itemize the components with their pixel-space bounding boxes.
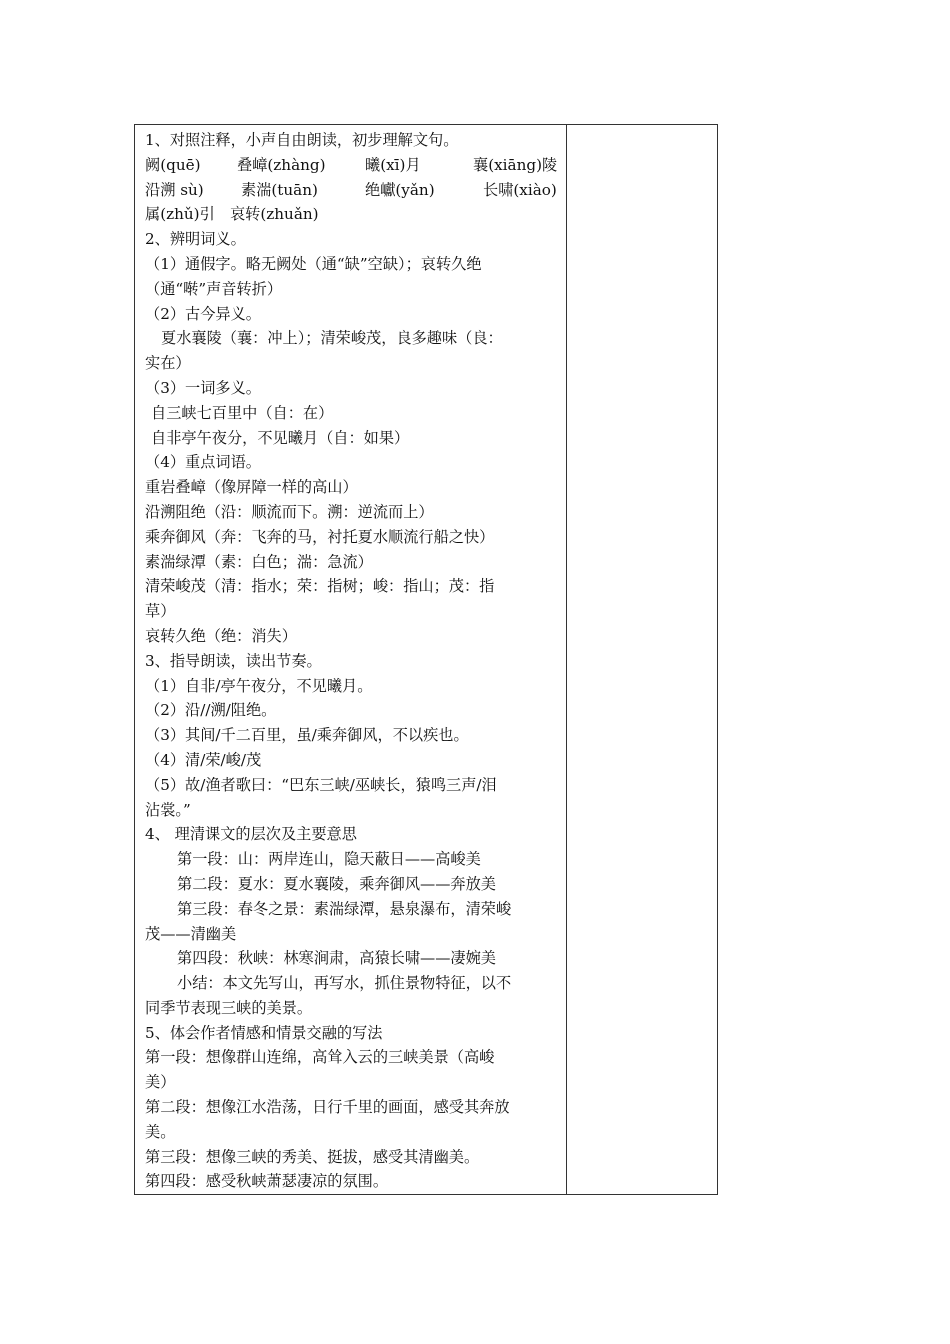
yici-line: 自三峡七百里中（自：在） <box>151 403 334 422</box>
pronunciation-row-2 <box>145 178 559 203</box>
keyword-heading: （4）重点词语。 <box>145 453 261 472</box>
rhythm-line: （2）沿//溯/阻绝。 <box>145 701 277 720</box>
keyword-line: 哀转久绝（绝：消失） <box>145 626 297 645</box>
emotion-line: 第四段：感受秋峡萧瑟凄凉的氛围。 <box>145 1172 388 1191</box>
section-4-heading: 4、 理清课文的层次及主要意思 <box>145 825 357 844</box>
paragraph-analysis: 第二段：夏水：夏水襄陵，乘奔御风——奔放美 <box>177 874 496 893</box>
rhythm-line-cont: 沾裳。” <box>145 800 191 819</box>
lesson-table <box>134 124 718 1195</box>
paragraph-analysis-cont: 茂——清幽美 <box>145 924 237 943</box>
pron-item: 襄(xiāng)陵 <box>473 155 558 174</box>
pron-item: 叠嶂(zhàng) <box>237 155 326 174</box>
rhythm-line: （1）自非/亭午夜分，不见曦月。 <box>145 676 373 695</box>
pron-item: 阙(quē) <box>145 155 201 174</box>
summary-line: 小结：本文先写山，再写水，抓住景物特征，以不 <box>177 974 512 993</box>
pron-item: 长啸(xiào) <box>483 180 557 199</box>
gujin-line: 夏水襄陵（襄：冲上）；清荣峻茂，良多趣味（良： <box>161 329 503 348</box>
pronunciation-row-1 <box>145 153 559 178</box>
keyword-line: 沿溯阻绝（沿：顺流而下。溯：逆流而上） <box>145 502 434 521</box>
pron-item: 素湍(tuān) <box>241 180 318 199</box>
yici-heading: （3）一词多义。 <box>145 378 261 397</box>
pron-item: 沿溯 sù) <box>145 180 204 199</box>
paragraph-analysis: 第三段：春冬之景：素湍绿潭，悬泉瀑布，清荣峻 <box>177 899 512 918</box>
summary-line-cont: 同季节表现三峡的美景。 <box>145 998 313 1017</box>
emotion-line-cont: 美。 <box>145 1122 176 1141</box>
emotion-line: 第一段：想像群山连绵，高耸入云的三峡美景（高峻 <box>145 1048 495 1067</box>
gujin-heading: （2）古今异义。 <box>145 304 261 323</box>
emotion-line: 第三段：想像三峡的秀美、挺拔，感受其清幽美。 <box>145 1147 480 1166</box>
yici-line: 自非亭午夜分，不见曦月（自：如果） <box>151 428 410 447</box>
column-divider <box>566 125 567 1194</box>
keyword-line: 素湍绿潭（素：白色；湍：急流） <box>145 552 373 571</box>
paragraph-analysis: 第一段：山：两岸连山，隐天蔽日——高峻美 <box>177 850 481 869</box>
emotion-line: 第二段：想像江水浩荡，日行千里的画面，感受其奔放 <box>145 1098 510 1117</box>
section-2-heading: 2、辨明词义。 <box>145 230 246 249</box>
pron-item: 绝巘(yǎn) <box>365 180 435 199</box>
paragraph-analysis: 第四段：秋峡：林寒涧肃，高猿长啸——凄婉美 <box>177 949 496 968</box>
section-3-heading: 3、指导朗读，读出节奏。 <box>145 651 322 670</box>
pron-item: 曦(xī)月 <box>365 155 421 174</box>
keyword-line: 清荣峻茂（清：指水；荣：指树；峻：指山；茂：指 <box>145 577 495 596</box>
rhythm-line: （5）故/渔者歌曰：“巴东三峡/巫峡长，猿鸣三声/泪 <box>145 775 497 794</box>
rhythm-line: （4）清/荣/峻/茂 <box>145 750 262 769</box>
tongjia-line-cont: （通“啭”声音转折） <box>145 279 283 298</box>
lesson-content-cell <box>145 128 559 1194</box>
keyword-line: 重岩叠嶂（像屏障一样的高山） <box>145 478 358 497</box>
section-1-heading: 1、对照注释，小声自由朗读，初步理解文句。 <box>145 131 459 149</box>
keyword-line: 乘奔御风（奔：飞奔的马，衬托夏水顺流行船之快） <box>145 527 495 546</box>
gujin-line-cont: 实在） <box>145 354 191 373</box>
section-5-heading: 5、体会作者情感和情景交融的写法 <box>145 1023 383 1042</box>
pronunciation-row-3: 属(zhǔ)引 哀转(zhuǎn) <box>145 205 319 224</box>
emotion-line-cont: 美） <box>145 1073 176 1092</box>
tongjia-line: （1）通假字。略无阙处（通“缺”空缺）；哀转久绝 <box>145 254 482 273</box>
keyword-line-cont: 草） <box>145 602 176 621</box>
rhythm-line: （3）其间/千二百里，虽/乘奔御风，不以疾也。 <box>145 726 469 745</box>
